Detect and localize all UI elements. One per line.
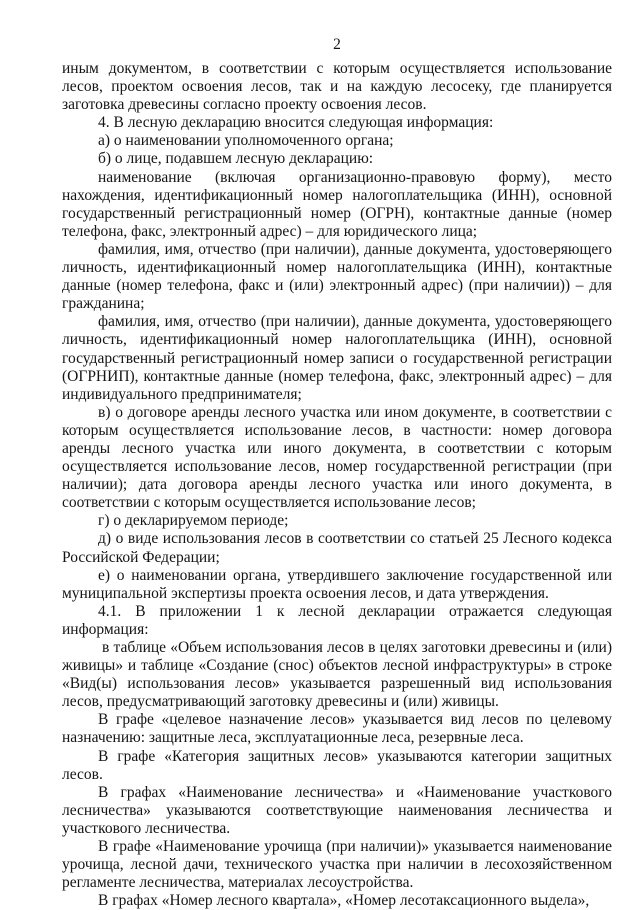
paragraph-item-g: г) о декларируемом периоде; [98,512,289,530]
paragraph-protective-category: В графе «Категория защитных лесов» указываются категории защитных лесов. [62,747,612,783]
page-number: 2 [333,36,341,53]
paragraph-purpose: В графе «целевое назначение лесов» указывается вид лесов по целевому назначению: защитные леса, эксплуатационные леса, резервные леса. [62,711,612,747]
paragraph-item-d: д) о виде использования лесов в соответствии со статьей 25 Лесного кодекса Российской Федерации; [62,530,612,566]
paragraph-item-b: б) о лице, подавшем лесную декларацию: [98,150,374,168]
paragraph-item-a: а) о наименовании уполномоченного органа; [98,132,394,150]
paragraph-tract-name: В графе «Наименование урочища (при наличии)» указывается наименование урочища, лесной дачи, технического участка при наличии в лесохозяйственном регламенте лесничества, материалах лесоустройства. [62,838,612,892]
paragraph-continuation: иным документом, в соответствии с которым осуществляется использование лесов, проектом освоения лесов, так и на каждую лесосеку, где планируется заготовка древесины согласно проекту освоения лесов. [62,60,612,114]
paragraph-quarter-number: В графах «Номер лесного квартала», «Номер лесотаксационного выдела», [98,892,590,910]
paragraph-item-e: е) о наименовании органа, утвердившего заключение государственной или муниципальной экспертизы проекта освоения лесов, и дата утверждения. [62,566,612,602]
paragraph-item-4: 4. В лесную декларацию вносится следующая информация: [98,114,494,132]
paragraph-entrepreneur: фамилия, имя, отчество (при наличии), данные документа, удостоверяющего личность, идентификационный номер налогоплательщика (ИНН), основной государственный регистрационный номер записи о государственной регистрации (ОГРНИП), контактные данные (номер телефона, факс, электронный адрес) – для индивидуального предпринимателя; [62,313,612,403]
paragraph-item-v: в) о договоре аренды лесного участка или ином документе, в соответствии с которым осуществляется использование лесов, в частности: номер договора аренды лесного участка или иного документа, в соответствии с которым осуществляется использование лесов, номер государственной регистрации (при наличии); дата договора аренды лесного участка или иного документа, в соответствии с которым осуществляется использование лесов; [62,403,612,512]
paragraph-item-4-1: 4.1. В приложении 1 к лесной декларации отражается следующая информация: [62,602,612,638]
paragraph-citizen: фамилия, имя, отчество (при наличии), данные документа, удостоверяющего личность, идентификационный номер налогоплательщика (ИНН), контактные данные (номер телефона, факс и (или) электронный адрес) (при наличии)) – для гражданина; [62,240,612,313]
paragraph-tables: в таблице «Объем использования лесов в целях заготовки древесины и (или) живицы» и таблице «Создание (снос) объектов лесной инфраструктуры» в строке «Вид(ы) использования лесов» указывается разрешенный вид использования лесов, предусматривающий заготовку древесины и (или) живицы. [62,639,612,711]
paragraph-forestry-names: В графах «Наименование лесничества» и «Наименование участкового лесничества» указываются соответствующие наименования лесничества и участкового лесничества. [62,783,612,837]
paragraph-legal-entity: наименование (включая организационно-правовую форму), место нахождения, идентификационный номер налогоплательщика (ИНН), основной государственный регистрационный номер (ОГРН), контактные данные (номер телефона, факс, электронный адрес) – для юридического лица; [62,168,612,240]
